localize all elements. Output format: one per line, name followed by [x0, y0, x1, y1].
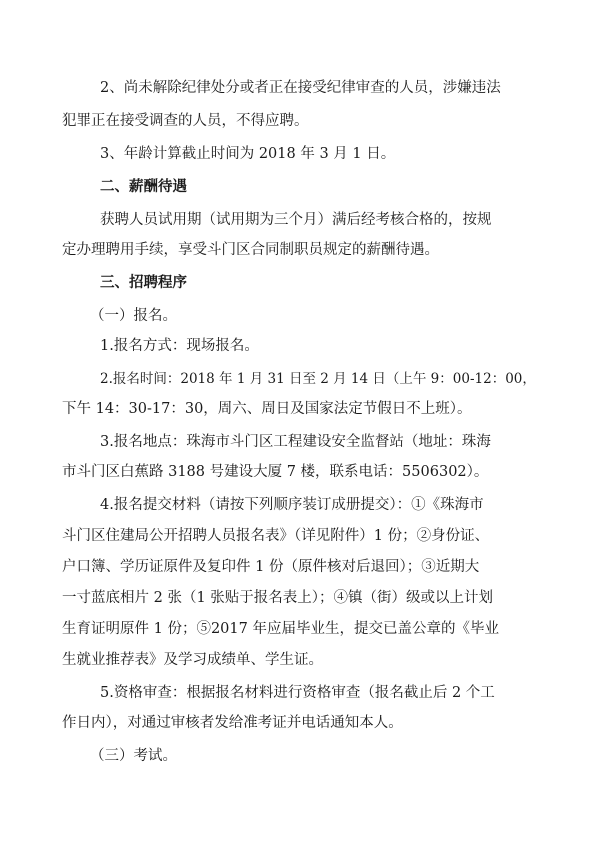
paragraph-line: 5.资格审查：根据报名材料进行资格审查（报名截止后 2 个工	[100, 685, 495, 701]
paragraph-line: 4.报名提交材料（请按下列顺序装订成册提交）：①《珠海市	[100, 497, 484, 513]
section-heading: 三、招聘程序	[100, 275, 187, 291]
paragraph-line: 1.报名方式：现场报名。	[100, 338, 259, 354]
paragraph-line: 作日内），对通过审核者发给准考证并电话通知本人。	[62, 715, 403, 731]
paragraph-line: 2、尚未解除纪律处分或者正在接受纪律审查的人员，涉嫌违法	[100, 80, 501, 96]
paragraph-line: 生就业推荐表》及学习成绩单、学生证。	[62, 652, 323, 668]
paragraph-line: 定办理聘用手续，享受斗门区合同制职员规定的薪酬待遇。	[62, 242, 439, 258]
paragraph-line: 2.报名时间：2018 年 1 月 31 日至 2 月 14 日（上午 9：00-12：00，	[100, 371, 536, 387]
paragraph-line: 户口簿、学历证原件及复印件 1 份（原件核对后退回）；③近期大	[62, 559, 480, 575]
paragraph-line: 3、年龄计算截止时间为 2018 年 3 月 1 日。	[100, 146, 396, 162]
paragraph-line: 市斗门区白蕉路 3188 号建设大厦 7 楼，联系电话：5506302）。	[62, 464, 489, 480]
paragraph-line: 一寸蓝底相片 2 张（1 张贴于报名表上）；④镇（街）级或以上计划	[62, 590, 494, 606]
paragraph-line: 斗门区住建局公开招聘人员报名表》（详见附件）1 份；②身份证、	[62, 528, 490, 544]
paragraph-line: 获聘人员试用期（试用期为三个月）满后经考核合格的，按规	[100, 212, 492, 228]
subsection-heading: （三）考试。	[90, 748, 177, 764]
paragraph-line: 犯罪正在接受调查的人员，不得应聘。	[62, 113, 309, 129]
paragraph-line: 3.报名地点：珠海市斗门区工程建设安全监督站（地址：珠海	[100, 434, 491, 450]
paragraph-line: 生育证明原件 1 份；⑤2017 年应届毕业生，提交已盖公章的《毕业	[62, 621, 499, 637]
subsection-heading: （一）报名。	[90, 308, 177, 324]
paragraph-line: 下午 14：30-17：30，周六、周日及国家法定节假日不上班）。	[62, 401, 472, 417]
section-heading: 二、薪酬待遇	[100, 179, 187, 195]
